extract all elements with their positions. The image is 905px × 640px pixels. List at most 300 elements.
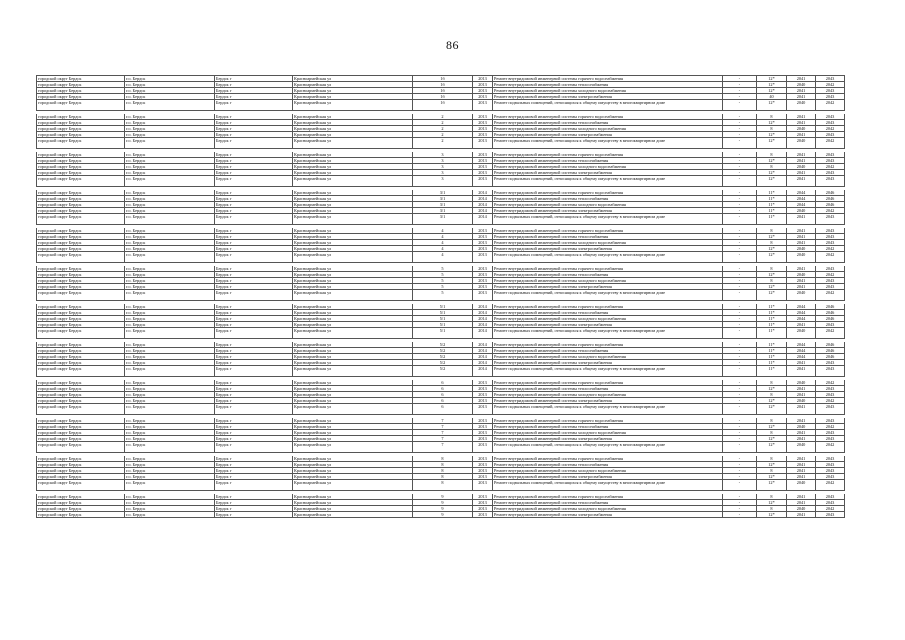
table-cell-house: 1б xyxy=(413,94,473,100)
table-cell-dash: - xyxy=(723,360,757,366)
table-cell-locality: Бердск г xyxy=(215,316,293,322)
table-cell-start-year: 2041 xyxy=(787,234,816,240)
table-cell-city: г.о. Бердск xyxy=(125,366,215,377)
table-cell-street: Красноармейская ул xyxy=(293,82,413,88)
table-cell-end-year: 2043 xyxy=(816,240,845,246)
table-cell-district: городской округ Бердск xyxy=(37,386,125,392)
table-row xyxy=(37,252,845,263)
table-cell-locality: Бердск г xyxy=(215,120,293,126)
table-cell-house: 2 xyxy=(413,132,473,138)
table-cell-end-year: 2046 xyxy=(816,190,845,196)
table-cell-end-year: 2042 xyxy=(816,138,845,149)
table-cell-city: г.о. Бердск xyxy=(125,404,215,415)
table-cell-start-year: 2040 xyxy=(787,290,816,301)
table-cell-locality: Бердск г xyxy=(215,126,293,132)
table-cell-locality: Бердск г xyxy=(215,322,293,328)
table-cell-plan-year: 2013 xyxy=(473,240,493,246)
table-cell-start-year: 2041 xyxy=(787,436,816,442)
table-cell-plan-year: 2013 xyxy=(473,246,493,252)
table-cell-start-year: 2044 xyxy=(787,196,816,202)
table-cell-start-year: 2040 xyxy=(787,164,816,170)
table-cell-city: г.о. Бердск xyxy=(125,468,215,474)
table-cell-locality: Бердск г xyxy=(215,348,293,354)
table-cell-start-year: 2041 xyxy=(787,322,816,328)
table-cell-district: городской округ Бердск xyxy=(37,436,125,442)
table-cell-locality: Бердск г xyxy=(215,272,293,278)
table-cell-street: Красноармейская ул xyxy=(293,404,413,415)
table-cell-locality: Бердск г xyxy=(215,208,293,214)
table-cell-house: 3/1 xyxy=(413,214,473,225)
table-cell-district: городской округ Бердск xyxy=(37,304,125,310)
table-cell-start-year: 2041 xyxy=(787,392,816,398)
table-cell-work-type: Ремонт внутридомовой инженерной системы горячего водоснабжения xyxy=(493,114,723,120)
table-cell-city: г.о. Бердск xyxy=(125,246,215,252)
table-cell-street: Красноармейская ул xyxy=(293,290,413,301)
table-cell-end-year: 2042 xyxy=(816,100,845,111)
table-cell-house: 3 xyxy=(413,170,473,176)
table-cell-dash: - xyxy=(723,176,757,187)
table-cell-district: городской округ Бердск xyxy=(37,494,125,500)
table-cell-dash: - xyxy=(723,164,757,170)
table-cell-plan-year: 2013 xyxy=(473,404,493,415)
table-cell-dash: - xyxy=(723,304,757,310)
table-cell-city: г.о. Бердск xyxy=(125,360,215,366)
table-cell-start-year: 2040 xyxy=(787,138,816,149)
table-cell-street: Красноармейская ул xyxy=(293,474,413,480)
table-cell-house: 8 xyxy=(413,474,473,480)
table-cell-locality: Бердск г xyxy=(215,360,293,366)
table-cell-end-year: 2043 xyxy=(816,366,845,377)
table-cell-months: 12* xyxy=(757,404,787,415)
table-cell-dash: - xyxy=(723,196,757,202)
table-cell-house: 1б xyxy=(413,88,473,94)
table-cell-work-type: Ремонт внутридомовой инженерной системы теплоснабжения xyxy=(493,386,723,392)
table-cell-house: 4 xyxy=(413,246,473,252)
table-cell-district: городской округ Бердск xyxy=(37,138,125,149)
table-cell-start-year: 2040 xyxy=(787,100,816,111)
table-cell-locality: Бердск г xyxy=(215,354,293,360)
table-cell-city: г.о. Бердск xyxy=(125,304,215,310)
table-cell-city: г.о. Бердск xyxy=(125,500,215,506)
table-cell-house: 8 xyxy=(413,480,473,491)
table-cell-locality: Бердск г xyxy=(215,474,293,480)
table-cell-end-year: 2043 xyxy=(816,512,845,518)
table-cell-end-year: 2043 xyxy=(816,456,845,462)
table-cell-end-year: 2042 xyxy=(816,380,845,386)
table-cell-plan-year: 2013 xyxy=(473,94,493,100)
table-cell-street: Красноармейская ул xyxy=(293,348,413,354)
table-cell-city: г.о. Бердск xyxy=(125,462,215,468)
table-cell-district: городской округ Бердск xyxy=(37,380,125,386)
table-cell-start-year: 2044 xyxy=(787,310,816,316)
table-cell-plan-year: 2014 xyxy=(473,310,493,316)
table-cell-start-year: 2041 xyxy=(787,132,816,138)
table-cell-street: Красноармейская ул xyxy=(293,196,413,202)
table-cell-street: Красноармейская ул xyxy=(293,392,413,398)
table-cell-locality: Бердск г xyxy=(215,228,293,234)
table-cell-start-year: 2040 xyxy=(787,82,816,88)
table-cell-months: 8 xyxy=(757,418,787,424)
table-cell-street: Красноармейская ул xyxy=(293,266,413,272)
table-cell-start-year: 2044 xyxy=(787,354,816,360)
table-cell-locality: Бердск г xyxy=(215,456,293,462)
table-cell-street: Красноармейская ул xyxy=(293,176,413,187)
table-cell-district: городской округ Бердск xyxy=(37,456,125,462)
table-cell-district: городской округ Бердск xyxy=(37,202,125,208)
table-cell-street: Красноармейская ул xyxy=(293,164,413,170)
table-cell-plan-year: 2014 xyxy=(473,214,493,225)
table-cell-plan-year: 2013 xyxy=(473,424,493,430)
table-cell-plan-year: 2013 xyxy=(473,126,493,132)
table-cell-end-year: 2043 xyxy=(816,228,845,234)
table-cell-end-year: 2042 xyxy=(816,82,845,88)
table-cell-locality: Бердск г xyxy=(215,114,293,120)
table-cell-work-type: Ремонт внутридомовой инженерной системы холодного водоснабжения xyxy=(493,430,723,436)
table-cell-start-year: 2041 xyxy=(787,474,816,480)
table-cell-house: 9 xyxy=(413,506,473,512)
table-cell-locality: Бердск г xyxy=(215,424,293,430)
table-cell-end-year: 2043 xyxy=(816,418,845,424)
table-cell-months: 11* xyxy=(757,348,787,354)
table-cell-dash: - xyxy=(723,430,757,436)
table-cell-work-type: Ремонт внутридомовой инженерной системы горячего водоснабжения xyxy=(493,380,723,386)
table-cell-street: Красноармейская ул xyxy=(293,284,413,290)
table-cell-city: г.о. Бердск xyxy=(125,392,215,398)
table-cell-city: г.о. Бердск xyxy=(125,88,215,94)
table-cell-start-year: 2041 xyxy=(787,512,816,518)
table-cell-district: городской округ Бердск xyxy=(37,316,125,322)
table-cell-street: Красноармейская ул xyxy=(293,126,413,132)
table-cell-work-type: Ремонт внутридомовой инженерной системы холодного водоснабжения xyxy=(493,278,723,284)
table-cell-months: 12* xyxy=(757,100,787,111)
table-cell-end-year: 2043 xyxy=(816,404,845,415)
table-cell-start-year: 2044 xyxy=(787,190,816,196)
table-cell-plan-year: 2013 xyxy=(473,436,493,442)
table-cell-house: 3/1 xyxy=(413,190,473,196)
table-cell-work-type: Ремонт внутридомовой инженерной системы электроснабжения xyxy=(493,132,723,138)
table-cell-district: городской округ Бердск xyxy=(37,366,125,377)
table-cell-dash: - xyxy=(723,266,757,272)
table-cell-work-type: Ремонт внутридомовой инженерной системы холодного водоснабжения xyxy=(493,240,723,246)
table-cell-locality: Бердск г xyxy=(215,266,293,272)
table-cell-street: Красноармейская ул xyxy=(293,214,413,225)
table-cell-work-type: Ремонт внутридомовой инженерной системы холодного водоснабжения xyxy=(493,316,723,322)
table-cell-street: Красноармейская ул xyxy=(293,304,413,310)
table-cell-plan-year: 2014 xyxy=(473,202,493,208)
table-cell-plan-year: 2014 xyxy=(473,348,493,354)
table-cell-locality: Бердск г xyxy=(215,234,293,240)
table-cell-street: Красноармейская ул xyxy=(293,328,413,339)
table-cell-plan-year: 2013 xyxy=(473,132,493,138)
table-cell-months: 8 xyxy=(757,456,787,462)
table-cell-months: 11* xyxy=(757,190,787,196)
table-cell-city: г.о. Бердск xyxy=(125,158,215,164)
table-cell-end-year: 2043 xyxy=(816,120,845,126)
table-cell-start-year: 2040 xyxy=(787,328,816,339)
table-cell-dash: - xyxy=(723,512,757,518)
table-cell-district: городской округ Бердск xyxy=(37,100,125,111)
table-cell-plan-year: 2013 xyxy=(473,468,493,474)
table-cell-house: 3/1 xyxy=(413,196,473,202)
table-cell-dash: - xyxy=(723,290,757,301)
table-cell-work-type: Ремонт внутридомовой инженерной системы горячего водоснабжения xyxy=(493,342,723,348)
table-cell-work-type: Ремонт внутридомовой инженерной системы теплоснабжения xyxy=(493,120,723,126)
table-cell-street: Красноармейская ул xyxy=(293,152,413,158)
table-cell-house: 6 xyxy=(413,380,473,386)
table-cell-dash: - xyxy=(723,380,757,386)
table-cell-start-year: 2041 xyxy=(787,278,816,284)
table-cell-plan-year: 2013 xyxy=(473,170,493,176)
table-cell-dash: - xyxy=(723,386,757,392)
table-cell-months: 11* xyxy=(757,214,787,225)
table-cell-district: городской округ Бердск xyxy=(37,430,125,436)
table-cell-district: городской округ Бердск xyxy=(37,418,125,424)
table-cell-plan-year: 2013 xyxy=(473,506,493,512)
table-cell-months: 12* xyxy=(757,462,787,468)
table-cell-dash: - xyxy=(723,442,757,453)
table-cell-district: городской округ Бердск xyxy=(37,234,125,240)
table-cell-months: 8 xyxy=(757,278,787,284)
table-row xyxy=(37,328,845,339)
table-cell-city: г.о. Бердск xyxy=(125,190,215,196)
table-cell-work-type: Ремонт подвальных помещений, относящихся к общему имуществу в многоквартирном доме xyxy=(493,404,723,415)
table-cell-street: Красноармейская ул xyxy=(293,512,413,518)
table-cell-months: 12* xyxy=(757,480,787,491)
table-cell-district: городской округ Бердск xyxy=(37,328,125,339)
table-cell-dash: - xyxy=(723,506,757,512)
table-cell-months: 12* xyxy=(757,170,787,176)
table-cell-work-type: Ремонт внутридомовой инженерной системы холодного водоснабжения xyxy=(493,202,723,208)
table-cell-dash: - xyxy=(723,94,757,100)
table-cell-house: 5 xyxy=(413,278,473,284)
table-cell-months: 8 xyxy=(757,240,787,246)
table-cell-city: г.о. Бердск xyxy=(125,480,215,491)
table-cell-district: городской округ Бердск xyxy=(37,196,125,202)
table-cell-work-type: Ремонт внутридомовой инженерной системы теплоснабжения xyxy=(493,196,723,202)
table-cell-plan-year: 2013 xyxy=(473,176,493,187)
table-cell-district: городской округ Бердск xyxy=(37,132,125,138)
table-cell-months: 12* xyxy=(757,82,787,88)
table-cell-city: г.о. Бердск xyxy=(125,240,215,246)
table-cell-street: Красноармейская ул xyxy=(293,424,413,430)
table-cell-city: г.о. Бердск xyxy=(125,474,215,480)
table-cell-dash: - xyxy=(723,170,757,176)
table-cell-months: 12* xyxy=(757,500,787,506)
table-cell-district: городской округ Бердск xyxy=(37,252,125,263)
table-cell-dash: - xyxy=(723,436,757,442)
table-cell-months: 12* xyxy=(757,284,787,290)
table-cell-start-year: 2041 xyxy=(787,468,816,474)
table-cell-plan-year: 2013 xyxy=(473,278,493,284)
table-cell-dash: - xyxy=(723,284,757,290)
table-cell-end-year: 2046 xyxy=(816,342,845,348)
table-cell-start-year: 2041 xyxy=(787,228,816,234)
table-cell-months: 12* xyxy=(757,234,787,240)
table-cell-plan-year: 2014 xyxy=(473,304,493,310)
table-cell-district: городской округ Бердск xyxy=(37,190,125,196)
table-cell-work-type: Ремонт внутридомовой инженерной системы теплоснабжения xyxy=(493,158,723,164)
table-cell-dash: - xyxy=(723,398,757,404)
table-cell-city: г.о. Бердск xyxy=(125,290,215,301)
table-cell-city: г.о. Бердск xyxy=(125,284,215,290)
table-cell-end-year: 2046 xyxy=(816,202,845,208)
table-cell-dash: - xyxy=(723,190,757,196)
table-cell-house: 5 xyxy=(413,284,473,290)
table-cell-months: 12* xyxy=(757,474,787,480)
table-cell-city: г.о. Бердск xyxy=(125,418,215,424)
table-cell-end-year: 2043 xyxy=(816,468,845,474)
table-cell-work-type: Ремонт внутридомовой инженерной системы горячего водоснабжения xyxy=(493,228,723,234)
table-cell-months: 11* xyxy=(757,310,787,316)
table-cell-end-year: 2042 xyxy=(816,164,845,170)
table-cell-locality: Бердск г xyxy=(215,252,293,263)
table-cell-district: городской округ Бердск xyxy=(37,214,125,225)
table-cell-months: 11* xyxy=(757,328,787,339)
table-cell-house: 5/2 xyxy=(413,366,473,377)
table-cell-street: Красноармейская ул xyxy=(293,380,413,386)
table-cell-district: городской округ Бердск xyxy=(37,290,125,301)
table-cell-street: Красноармейская ул xyxy=(293,272,413,278)
table-cell-city: г.о. Бердск xyxy=(125,348,215,354)
table-cell-city: г.о. Бердск xyxy=(125,430,215,436)
table-cell-work-type: Ремонт внутридомовой инженерной системы горячего водоснабжения xyxy=(493,494,723,500)
table-cell-work-type: Ремонт внутридомовой инженерной системы теплоснабжения xyxy=(493,424,723,430)
table-cell-district: городской округ Бердск xyxy=(37,266,125,272)
table-cell-dash: - xyxy=(723,462,757,468)
table-cell-dash: - xyxy=(723,120,757,126)
table-cell-house: 5 xyxy=(413,290,473,301)
table-cell-district: городской округ Бердск xyxy=(37,310,125,316)
table-cell-street: Красноармейская ул xyxy=(293,462,413,468)
table-cell-city: г.о. Бердск xyxy=(125,380,215,386)
table-cell-city: г.о. Бердск xyxy=(125,94,215,100)
table-cell-dash: - xyxy=(723,240,757,246)
table-cell-street: Красноармейская ул xyxy=(293,228,413,234)
table-cell-months: 12* xyxy=(757,88,787,94)
table-cell-street: Красноармейская ул xyxy=(293,418,413,424)
table-cell-end-year: 2042 xyxy=(816,398,845,404)
table-cell-months: 8 xyxy=(757,266,787,272)
table-cell-end-year: 2043 xyxy=(816,76,845,82)
table-cell-start-year: 2040 xyxy=(787,380,816,386)
table-cell-locality: Бердск г xyxy=(215,170,293,176)
table-cell-plan-year: 2013 xyxy=(473,100,493,111)
table-cell-locality: Бердск г xyxy=(215,500,293,506)
table-cell-work-type: Ремонт внутридомовой инженерной системы теплоснабжения xyxy=(493,348,723,354)
table-cell-house: 4 xyxy=(413,234,473,240)
table-cell-district: городской округ Бердск xyxy=(37,278,125,284)
table-cell-start-year: 2041 xyxy=(787,170,816,176)
table-cell-start-year: 2041 xyxy=(787,386,816,392)
table-cell-dash: - xyxy=(723,100,757,111)
table-cell-district: городской округ Бердск xyxy=(37,462,125,468)
table-cell-city: г.о. Бердск xyxy=(125,386,215,392)
table-cell-locality: Бердск г xyxy=(215,290,293,301)
table-cell-months: 12* xyxy=(757,290,787,301)
table-cell-street: Красноармейская ул xyxy=(293,120,413,126)
table-cell-dash: - xyxy=(723,152,757,158)
table-cell-street: Красноармейская ул xyxy=(293,360,413,366)
table-cell-plan-year: 2013 xyxy=(473,88,493,94)
table-cell-district: городской округ Бердск xyxy=(37,246,125,252)
table-cell-end-year: 2046 xyxy=(816,354,845,360)
table-cell-locality: Бердск г xyxy=(215,418,293,424)
table-cell-house: 6 xyxy=(413,386,473,392)
table-cell-end-year: 2043 xyxy=(816,170,845,176)
table-cell-locality: Бердск г xyxy=(215,164,293,170)
table-cell-street: Красноармейская ул xyxy=(293,468,413,474)
table-cell-work-type: Ремонт внутридомовой инженерной системы холодного водоснабжения xyxy=(493,164,723,170)
table-cell-work-type: Ремонт внутридомовой инженерной системы горячего водоснабжения xyxy=(493,418,723,424)
table-cell-house: 2 xyxy=(413,126,473,132)
table-cell-house: 2 xyxy=(413,114,473,120)
table-cell-end-year: 2042 xyxy=(816,328,845,339)
table-cell-district: городской округ Бердск xyxy=(37,424,125,430)
table-cell-dash: - xyxy=(723,418,757,424)
table-cell-plan-year: 2013 xyxy=(473,152,493,158)
table-cell-house: 5/2 xyxy=(413,348,473,354)
table-cell-months: 12* xyxy=(757,398,787,404)
table-cell-start-year: 2044 xyxy=(787,304,816,310)
table-cell-dash: - xyxy=(723,246,757,252)
table-cell-plan-year: 2013 xyxy=(473,234,493,240)
table-cell-district: городской округ Бердск xyxy=(37,468,125,474)
table-cell-street: Красноармейская ул xyxy=(293,94,413,100)
table-cell-locality: Бердск г xyxy=(215,190,293,196)
table-cell-street: Красноармейская ул xyxy=(293,100,413,111)
table-cell-city: г.о. Бердск xyxy=(125,354,215,360)
table-cell-dash: - xyxy=(723,494,757,500)
table-cell-dash: - xyxy=(723,480,757,491)
table-cell-plan-year: 2013 xyxy=(473,398,493,404)
table-cell-dash: - xyxy=(723,316,757,322)
table-cell-end-year: 2042 xyxy=(816,252,845,263)
table-cell-work-type: Ремонт внутридомовой инженерной системы горячего водоснабжения xyxy=(493,76,723,82)
table-cell-street: Красноармейская ул xyxy=(293,234,413,240)
table-cell-district: городской округ Бердск xyxy=(37,208,125,214)
table-cell-locality: Бердск г xyxy=(215,380,293,386)
table-cell-end-year: 2043 xyxy=(816,386,845,392)
table-cell-dash: - xyxy=(723,322,757,328)
table-cell-start-year: 2041 xyxy=(787,360,816,366)
table-cell-street: Красноармейская ул xyxy=(293,208,413,214)
table-cell-end-year: 2046 xyxy=(816,196,845,202)
table-cell-city: г.о. Бердск xyxy=(125,176,215,187)
table-cell-end-year: 2043 xyxy=(816,132,845,138)
table-cell-start-year: 2040 xyxy=(787,480,816,491)
table-cell-house: 2 xyxy=(413,138,473,149)
table-cell-start-year: 2041 xyxy=(787,114,816,120)
table-cell-street: Красноармейская ул xyxy=(293,138,413,149)
table-cell-city: г.о. Бердск xyxy=(125,272,215,278)
table-cell-start-year: 2040 xyxy=(787,208,816,214)
table-cell-plan-year: 2014 xyxy=(473,342,493,348)
table-cell-plan-year: 2014 xyxy=(473,360,493,366)
table-cell-street: Красноармейская ул xyxy=(293,278,413,284)
table-cell-plan-year: 2013 xyxy=(473,392,493,398)
table-cell-house: 5/1 xyxy=(413,316,473,322)
table-cell-street: Красноармейская ул xyxy=(293,132,413,138)
table-cell-plan-year: 2014 xyxy=(473,208,493,214)
table-cell-locality: Бердск г xyxy=(215,392,293,398)
table-cell-start-year: 2041 xyxy=(787,176,816,187)
table-cell-dash: - xyxy=(723,234,757,240)
table-cell-dash: - xyxy=(723,76,757,82)
table-cell-city: г.о. Бердск xyxy=(125,170,215,176)
table-cell-district: городской округ Бердск xyxy=(37,76,125,82)
table-cell-work-type: Ремонт внутридомовой инженерной системы теплоснабжения xyxy=(493,500,723,506)
table-cell-city: г.о. Бердск xyxy=(125,506,215,512)
